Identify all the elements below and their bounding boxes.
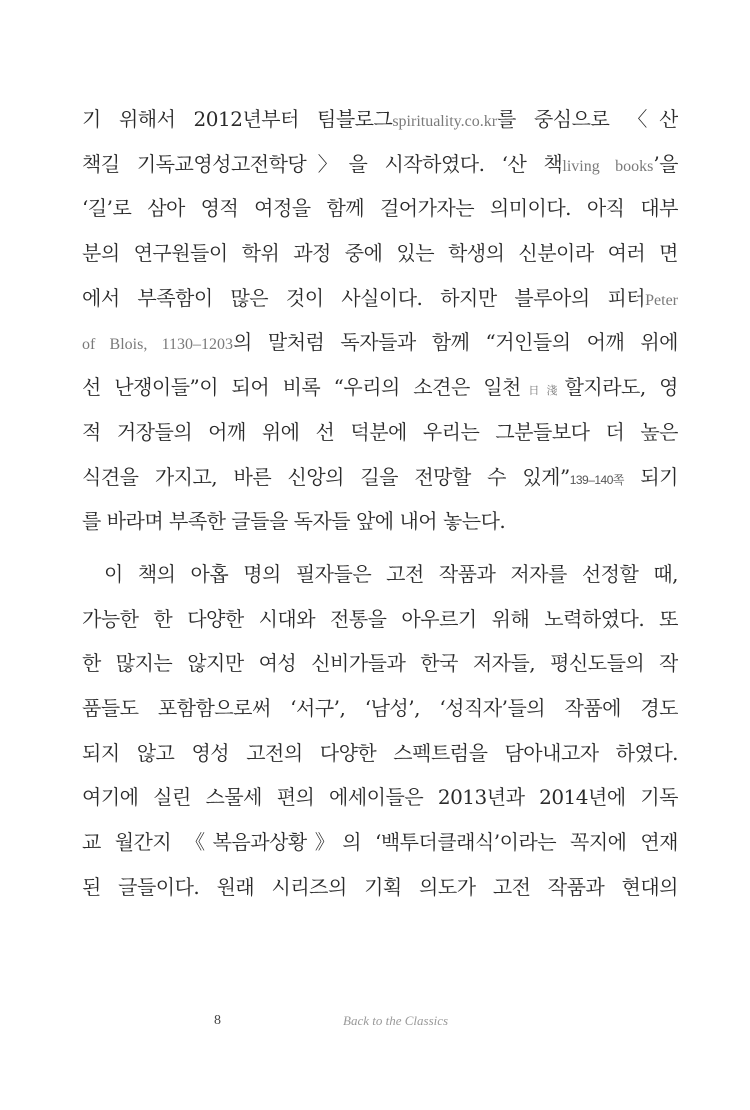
paragraph-last-line (82, 499, 678, 544)
text-line (82, 641, 678, 686)
text-line (82, 686, 678, 731)
text-line (82, 597, 678, 642)
text-span: ’을 (653, 151, 678, 176)
text-line (82, 97, 678, 142)
text-line (82, 865, 678, 910)
hanja-gloss: 日淺 (520, 384, 565, 398)
text-span: 에서 부족함이 많은 것이 사실이다. 하지만 블루아의 피터 (82, 285, 646, 310)
english-gloss: of Blois, 1130–1203 (82, 336, 233, 354)
english-gloss: Peter (645, 291, 678, 309)
text-span: 된 글들이다. 원래 시리즈의 기획 의도가 고전 작품과 현대의 (82, 874, 678, 899)
text-span: 선 난쟁이들”이 되어 비록 “우리의 소견은 일천 (82, 375, 521, 400)
text-span: 를 바라며 부족한 글들을 독자들 앞에 내어 놓는다. (82, 509, 506, 534)
text-line (82, 455, 678, 500)
text-span: 를 중심으로 〈산 (497, 107, 678, 131)
paragraph-gap (82, 544, 678, 552)
text-line (82, 820, 678, 865)
page-citation: 139–140쪽 (569, 472, 624, 487)
text-line (82, 320, 678, 365)
text-span: 기 위해서 2012년부터 팀블로그 (82, 107, 393, 131)
text-span: 품들도 포함함으로써 ‘서구’, ‘남성’, ‘성직자’들의 작품에 경도 (82, 695, 678, 720)
text-span: 이 책의 아홉 명의 필자들은 고전 작품과 저자를 선정할 때, (104, 561, 678, 586)
text-span: 여기에 실린 스물세 편의 에세이들은 2013년과 2014년에 기독 (82, 785, 678, 810)
text-line (82, 231, 678, 276)
text-line (82, 731, 678, 776)
text-line (82, 276, 678, 321)
text-span: ‘길’로 삼아 영적 여정을 함께 걸어가자는 의미이다. 아직 대부 (82, 196, 678, 221)
text-line (82, 186, 678, 231)
url-annotation: spirituality.co.kr (392, 113, 498, 130)
text-line (82, 365, 678, 410)
text-span: 책길 기독교영성고전학당〉을 시작하였다. ‘산 책 (82, 151, 563, 176)
page-number: 8 (214, 1013, 221, 1028)
body-text (82, 97, 678, 909)
text-span: 되지 않고 영성 고전의 다양한 스펙트럼을 담아내고자 하였다. (82, 740, 678, 765)
text-span: 적 거장들의 어깨 위에 선 덕분에 우리는 그분들보다 더 높은 (82, 419, 678, 444)
text-line (82, 410, 678, 455)
text-line (82, 142, 678, 187)
text-span: 의 말처럼 독자들과 함께 “거인들의 어깨 위에 (232, 330, 678, 355)
text-span: 교 월간지 《복음과상황》의 ‘백투더클래식’이라는 꼭지에 연재 (82, 830, 678, 854)
text-line (82, 775, 678, 820)
text-span: 한 많지는 않지만 여성 신비가들과 한국 저자들, 평신도들의 작 (82, 651, 678, 676)
text-span: 할지라도, 영 (564, 375, 678, 400)
english-gloss: living books (562, 157, 654, 175)
text-span: 식견을 가지고, 바른 신앙의 길을 전망할 수 있게” (82, 464, 570, 489)
text-span: 분의 연구원들이 학위 과정 중에 있는 학생의 신분이라 여러 면 (82, 241, 678, 266)
paragraph-first-line (82, 552, 678, 597)
page-footer (0, 1013, 750, 1033)
text-span: 되기 (624, 464, 678, 489)
text-span: 가능한 한 다양한 시대와 전통을 아우르기 위해 노력하였다. 또 (82, 606, 678, 631)
running-title: Back to the Classics (343, 1013, 449, 1028)
